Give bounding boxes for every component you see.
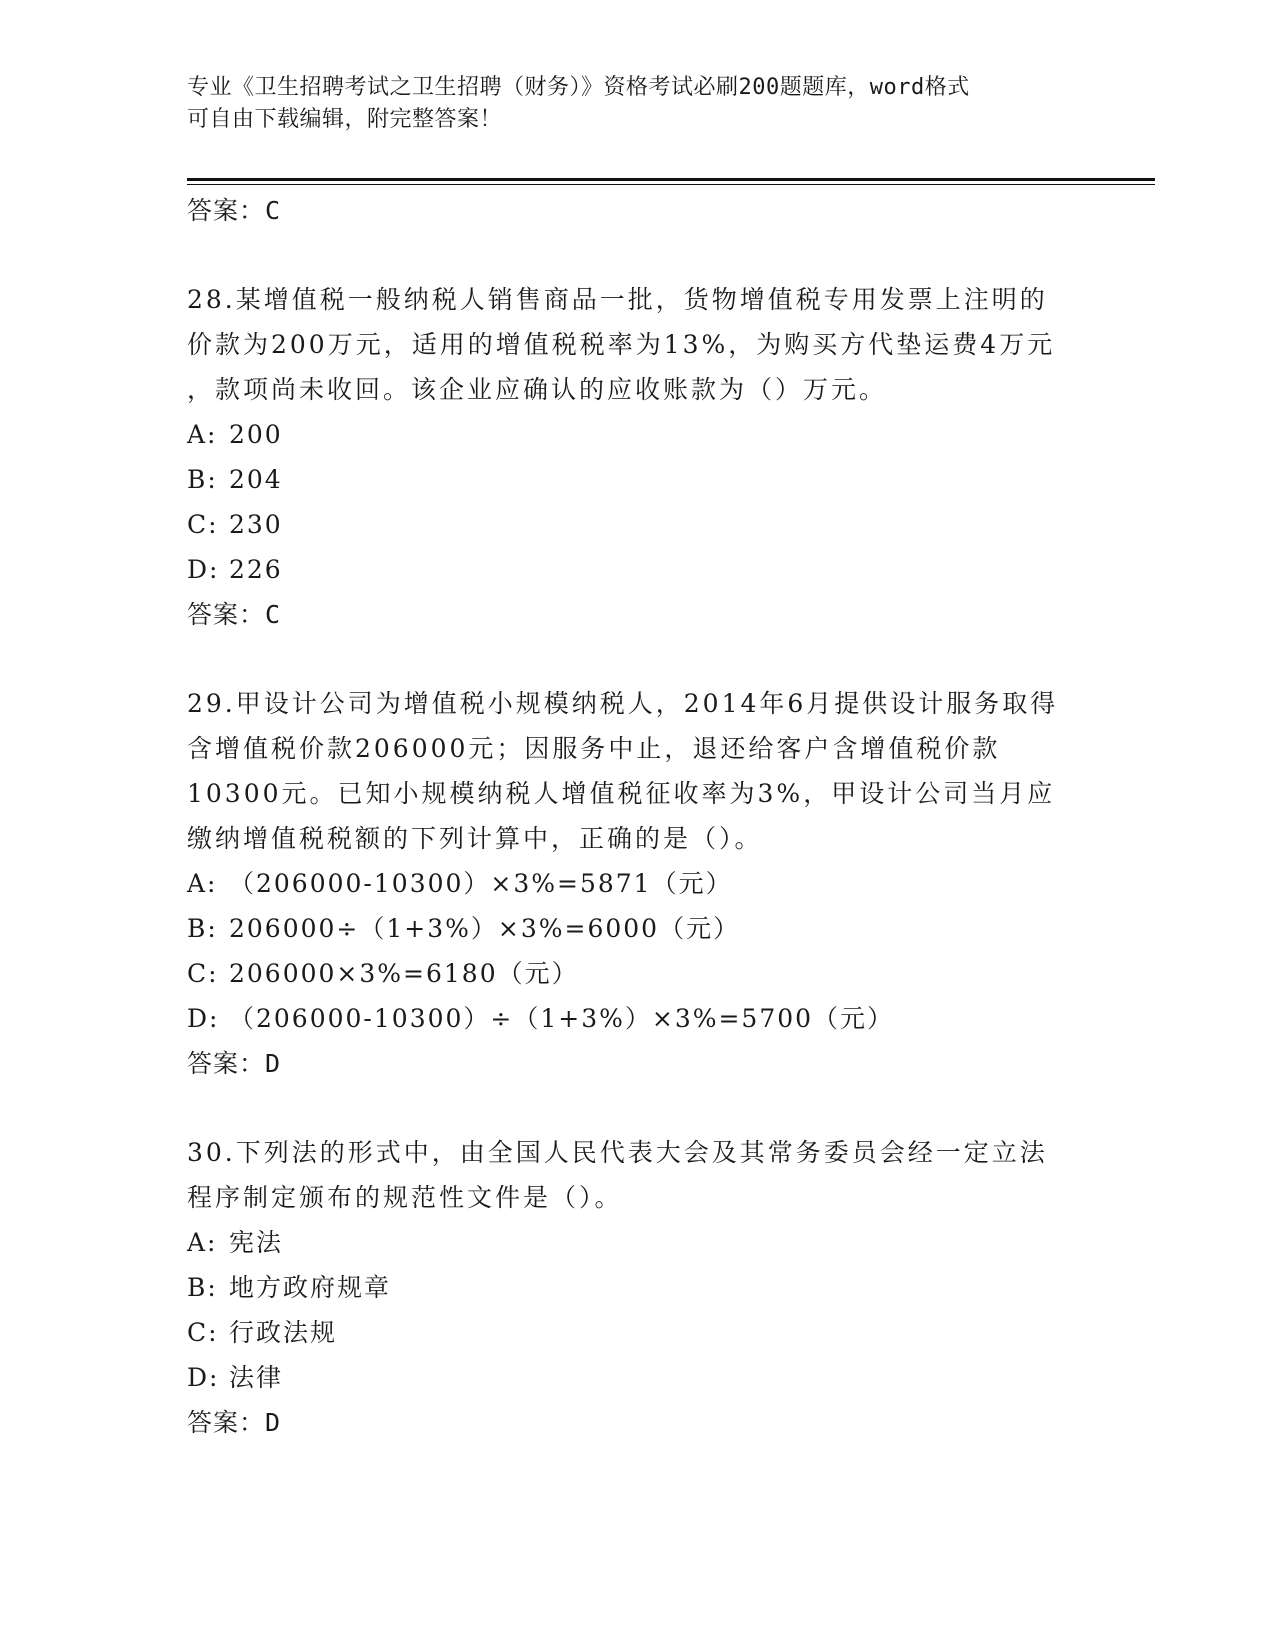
option-b	[187, 457, 1087, 502]
option-a	[187, 861, 1087, 906]
option-text: （206000-10300）×3%=5871（元）	[229, 869, 733, 898]
option-label: B:	[187, 465, 218, 494]
question-stem	[187, 681, 1087, 861]
option-a	[187, 412, 1087, 457]
stem-line: 价款为200万元，适用的增值税税率为13%，为购买方代垫运费4万元	[187, 330, 1056, 359]
option-label: A:	[187, 869, 218, 898]
stem-line: ，款项尚未收回。该企业应确认的应收账款为（）万元。	[187, 375, 888, 404]
option-label: B:	[187, 1273, 218, 1302]
option-c	[187, 951, 1087, 996]
stem-line: 程序制定颁布的规范性文件是（）。	[187, 1183, 623, 1212]
question-29	[187, 681, 1087, 1086]
stem-line: 10300元。已知小规模纳税人增值税征收率为3%，甲设计公司当月应	[187, 779, 1056, 808]
question-answer: 答案：D	[187, 1049, 282, 1078]
option-text: 法律	[229, 1363, 284, 1392]
option-text: 206000×3%=6180（元）	[229, 959, 579, 988]
stem-line: 含增值税价款206000元；因服务中止，退还给客户含增值税价款	[187, 734, 1001, 763]
question-28	[187, 277, 1087, 637]
question-answer: 答案：C	[187, 600, 282, 629]
stem-line: 28.某增值税一般纳税人销售商品一批，货物增值税专用发票上注明的	[187, 285, 1048, 314]
option-label: D:	[187, 1004, 220, 1033]
option-d	[187, 547, 1087, 592]
question-stem	[187, 277, 1087, 412]
option-d	[187, 1355, 1087, 1400]
header-divider-thick	[187, 178, 1155, 181]
option-label: C:	[187, 959, 219, 988]
option-text: 地方政府规章	[229, 1273, 392, 1302]
option-c	[187, 1310, 1087, 1355]
option-label: A:	[187, 1228, 218, 1257]
option-label: C:	[187, 510, 219, 539]
stem-line: 29.甲设计公司为增值税小规模纳税人，2014年6月提供设计服务取得	[187, 689, 1059, 718]
option-a	[187, 1220, 1087, 1265]
option-label: D:	[187, 555, 220, 584]
document-header	[187, 72, 1107, 136]
question-stem	[187, 1130, 1087, 1220]
option-c	[187, 502, 1087, 547]
option-label: B:	[187, 914, 218, 943]
header-line-2: 可自由下载编辑，附完整答案！	[187, 107, 503, 132]
option-text: 宪法	[229, 1228, 284, 1257]
option-label: A:	[187, 420, 218, 449]
document-body	[187, 188, 1087, 1445]
previous-question-answer: 答案：C	[187, 196, 282, 225]
option-text: 230	[229, 510, 283, 539]
option-text: 204	[229, 465, 283, 494]
stem-line: 30.下列法的形式中，由全国人民代表大会及其常务委员会经一定立法	[187, 1138, 1048, 1167]
option-label: D:	[187, 1363, 220, 1392]
question-30	[187, 1130, 1087, 1445]
option-text: 200	[229, 420, 283, 449]
option-b	[187, 1265, 1087, 1310]
option-label: C:	[187, 1318, 219, 1347]
option-text: 206000÷（1+3%）×3%=6000（元）	[229, 914, 741, 943]
header-divider-thin	[187, 184, 1155, 185]
option-text: （206000-10300）÷（1+3%）×3%=5700（元）	[229, 1004, 895, 1033]
option-b	[187, 906, 1087, 951]
option-d	[187, 996, 1087, 1041]
header-line-1: 专业《卫生招聘考试之卫生招聘（财务）》资格考试必刷200题题库，word格式	[187, 75, 970, 100]
option-text: 行政法规	[229, 1318, 338, 1347]
option-text: 226	[229, 555, 283, 584]
question-answer: 答案：D	[187, 1408, 282, 1437]
stem-line: 缴纳增值税税额的下列计算中，正确的是（）。	[187, 824, 763, 853]
